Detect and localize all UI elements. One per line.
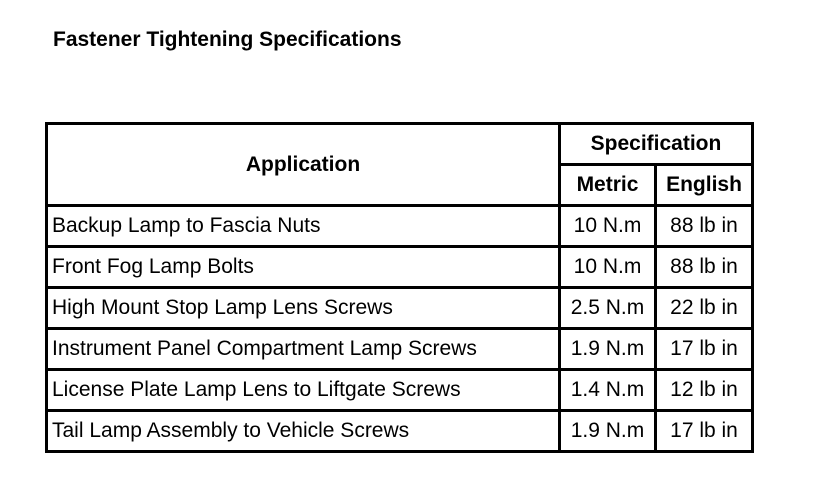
english-cell: 17 lb in <box>656 411 753 452</box>
table-row <box>47 411 753 452</box>
metric-cell: 1.9 N.m <box>560 411 656 452</box>
metric-cell: 1.4 N.m <box>560 370 656 411</box>
metric-cell: 2.5 N.m <box>560 288 656 329</box>
english-cell: 12 lb in <box>656 370 753 411</box>
application-cell: Instrument Panel Compartment Lamp Screws <box>47 329 560 370</box>
metric-cell: 10 N.m <box>560 247 656 288</box>
table-row <box>47 329 753 370</box>
header-english: English <box>656 165 753 206</box>
application-cell: High Mount Stop Lamp Lens Screws <box>47 288 560 329</box>
english-cell: 22 lb in <box>656 288 753 329</box>
english-cell: 17 lb in <box>656 329 753 370</box>
header-metric: Metric <box>560 165 656 206</box>
application-cell: Tail Lamp Assembly to Vehicle Screws <box>47 411 560 452</box>
metric-cell: 10 N.m <box>560 206 656 247</box>
fastener-spec-table <box>45 122 754 453</box>
english-cell: 88 lb in <box>656 206 753 247</box>
page-title: Fastener Tightening Specifications <box>53 28 402 51</box>
table-row <box>47 206 753 247</box>
table-row <box>47 370 753 411</box>
metric-cell: 1.9 N.m <box>560 329 656 370</box>
table-row <box>47 247 753 288</box>
application-cell: Backup Lamp to Fascia Nuts <box>47 206 560 247</box>
header-application: Application <box>47 124 560 206</box>
english-cell: 88 lb in <box>656 247 753 288</box>
header-specification: Specification <box>560 124 753 165</box>
table-row <box>47 288 753 329</box>
application-cell: Front Fog Lamp Bolts <box>47 247 560 288</box>
application-cell: License Plate Lamp Lens to Liftgate Screws <box>47 370 560 411</box>
